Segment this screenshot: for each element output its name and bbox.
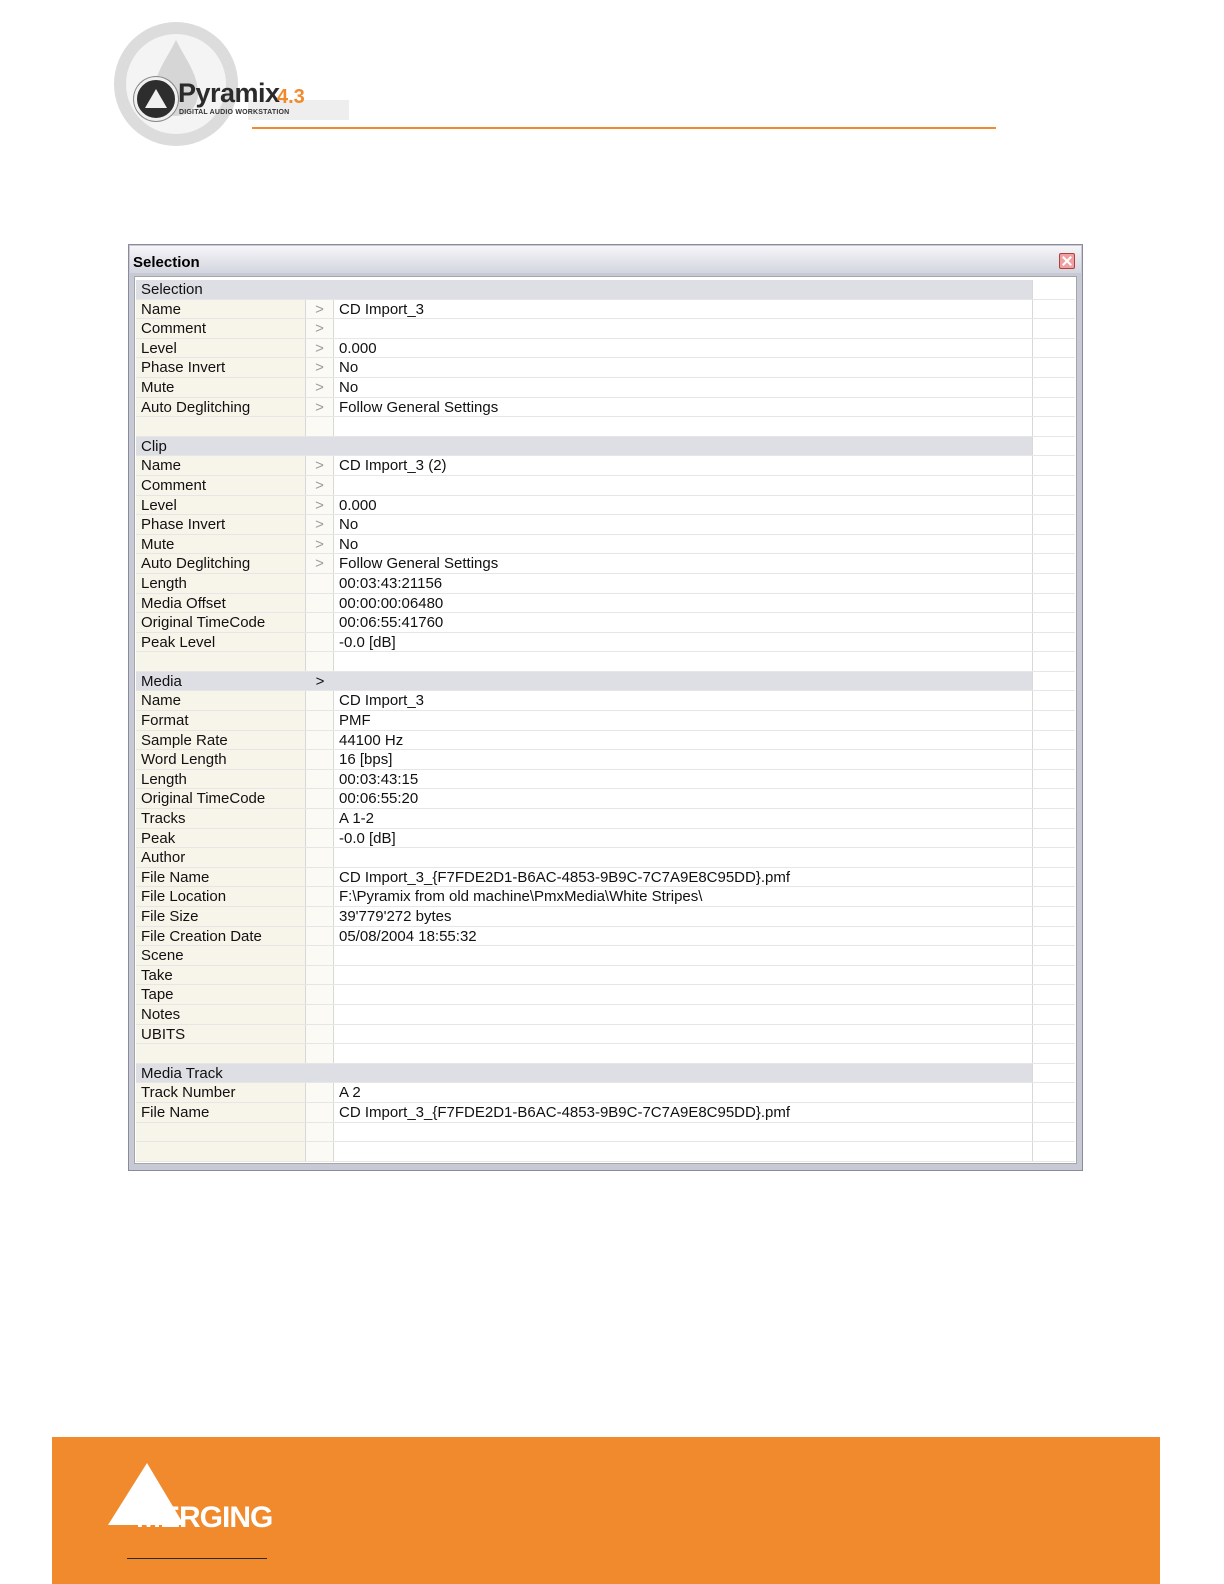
grid-spacer-cell: [1033, 770, 1075, 789]
property-row[interactable]: [136, 731, 1075, 751]
section-label: Clip: [136, 437, 1033, 456]
expand-arrow-icon[interactable]: >: [306, 378, 334, 397]
expand-arrow-icon: [306, 1064, 334, 1083]
property-value[interactable]: CD Import_3 (2): [334, 456, 1033, 475]
property-name: Sample Rate: [136, 731, 306, 750]
header-divider: [252, 127, 996, 129]
property-row[interactable]: [136, 535, 1075, 555]
property-name: [136, 1044, 306, 1063]
expand-arrow-icon[interactable]: >: [306, 554, 334, 573]
property-name: Level: [136, 496, 306, 515]
property-name: Name: [136, 300, 306, 319]
expand-arrow-icon[interactable]: >: [306, 339, 334, 358]
grid-spacer-cell: [1033, 966, 1075, 985]
expand-arrow-icon: [306, 437, 334, 456]
grid-spacer-cell: [1033, 829, 1075, 848]
property-name: Length: [136, 574, 306, 593]
property-value[interactable]: 0.000: [334, 339, 1033, 358]
property-row[interactable]: [136, 319, 1075, 339]
section-label: Selection: [136, 280, 1033, 299]
property-row[interactable]: [136, 907, 1075, 927]
property-name: [136, 417, 306, 436]
property-name: File Location: [136, 887, 306, 906]
grid-spacer-cell: [1033, 750, 1075, 769]
property-value: [334, 1123, 1033, 1142]
grid-spacer-cell: [1033, 887, 1075, 906]
grid-spacer-cell: [1033, 456, 1075, 475]
property-row[interactable]: [136, 339, 1075, 359]
property-name: Length: [136, 770, 306, 789]
product-name: Pyramix: [178, 78, 280, 108]
property-row[interactable]: [136, 1103, 1075, 1123]
property-value[interactable]: 16 [bps]: [334, 750, 1033, 769]
property-value[interactable]: 00:03:43:21156: [334, 574, 1033, 593]
property-row[interactable]: [136, 515, 1075, 535]
grid-spacer-cell: [1033, 1064, 1075, 1083]
property-name: Peak: [136, 829, 306, 848]
grid-spacer-cell: [1033, 496, 1075, 515]
expand-arrow-icon: [306, 946, 334, 965]
property-row[interactable]: [136, 613, 1075, 633]
property-value[interactable]: No: [334, 515, 1033, 534]
property-name: Media Offset: [136, 594, 306, 613]
property-name: [136, 1142, 306, 1161]
grid-spacer-cell: [1033, 398, 1075, 417]
property-row[interactable]: [136, 633, 1075, 653]
property-row[interactable]: [136, 594, 1075, 614]
property-value[interactable]: A 2: [334, 1083, 1033, 1102]
property-name: Name: [136, 691, 306, 710]
grid-spacer-cell: [1033, 711, 1075, 730]
property-row[interactable]: [136, 985, 1075, 1005]
section-header-row[interactable]: [136, 437, 1075, 457]
grid-spacer-cell: [1033, 1103, 1075, 1122]
company-wordmark: MERGING: [136, 1501, 273, 1534]
grid-spacer-cell: [1033, 1123, 1075, 1142]
expand-arrow-icon: [306, 750, 334, 769]
expand-arrow-icon: [306, 633, 334, 652]
expand-arrow-icon[interactable]: >: [306, 476, 334, 495]
property-row[interactable]: [136, 496, 1075, 516]
property-row[interactable]: [136, 456, 1075, 476]
property-value[interactable]: No: [334, 535, 1033, 554]
property-name: Auto Deglitching: [136, 554, 306, 573]
grid-spacer-cell: [1033, 927, 1075, 946]
property-name: Tape: [136, 985, 306, 1004]
expand-arrow-icon: [306, 652, 334, 671]
property-row[interactable]: [136, 770, 1075, 790]
property-name: File Creation Date: [136, 927, 306, 946]
property-value: [334, 1142, 1033, 1161]
property-name: Notes: [136, 1005, 306, 1024]
grid-spacer-cell: [1033, 319, 1075, 338]
blank-row: [136, 1044, 1075, 1064]
section-label: Media: [136, 672, 1033, 691]
expand-arrow-icon: [306, 907, 334, 926]
property-row[interactable]: [136, 1005, 1075, 1025]
grid-spacer-cell: [1033, 789, 1075, 808]
property-value[interactable]: [334, 985, 1033, 1004]
grid-spacer-cell: [1033, 417, 1075, 436]
property-name: [136, 652, 306, 671]
expand-arrow-icon: [306, 417, 334, 436]
dialog-titlebar[interactable]: [130, 246, 1081, 273]
property-row[interactable]: [136, 887, 1075, 907]
expand-arrow-icon: [306, 829, 334, 848]
property-name: Format: [136, 711, 306, 730]
section-header-row[interactable]: [136, 672, 1075, 692]
property-name: File Name: [136, 868, 306, 887]
grid-spacer-cell: [1033, 300, 1075, 319]
grid-spacer-cell: [1033, 868, 1075, 887]
pyramix-logo: [114, 22, 354, 152]
property-value[interactable]: [334, 476, 1033, 495]
footer-rule: [127, 1558, 267, 1559]
grid-spacer-cell: [1033, 672, 1075, 691]
property-value[interactable]: [334, 946, 1033, 965]
property-row[interactable]: [136, 300, 1075, 320]
expand-arrow-icon: [306, 731, 334, 750]
expand-arrow-icon: [306, 1123, 334, 1142]
grid-spacer-cell: [1033, 691, 1075, 710]
product-version: 4.3: [277, 86, 305, 108]
property-row[interactable]: [136, 927, 1075, 947]
property-value[interactable]: PMF: [334, 711, 1033, 730]
property-name: Mute: [136, 378, 306, 397]
property-row[interactable]: [136, 711, 1075, 731]
expand-arrow-icon: [306, 868, 334, 887]
property-value: [334, 1044, 1033, 1063]
property-value[interactable]: [334, 848, 1033, 867]
property-value[interactable]: Follow General Settings: [334, 398, 1033, 417]
property-value[interactable]: CD Import_3_{F7FDE2D1-B6AC-4853-9B9C-7C7A9E8C95DD}.pmf: [334, 868, 1033, 887]
grid-spacer-cell: [1033, 1083, 1075, 1102]
property-value[interactable]: -0.0 [dB]: [334, 633, 1033, 652]
expand-arrow-icon[interactable]: >: [315, 672, 325, 690]
expand-arrow-icon[interactable]: >: [306, 535, 334, 554]
grid-spacer-cell: [1033, 1005, 1075, 1024]
property-name: Level: [136, 339, 306, 358]
expand-arrow-icon: [306, 887, 334, 906]
grid-spacer-cell: [1033, 535, 1075, 554]
property-name: Auto Deglitching: [136, 398, 306, 417]
property-row[interactable]: [136, 398, 1075, 418]
grid-spacer-cell: [1033, 731, 1075, 750]
property-name: Word Length: [136, 750, 306, 769]
expand-arrow-icon: [306, 809, 334, 828]
expand-arrow-icon: [306, 966, 334, 985]
expand-arrow-icon[interactable]: >: [306, 358, 334, 377]
property-name: Original TimeCode: [136, 789, 306, 808]
expand-arrow-icon[interactable]: >: [306, 398, 334, 417]
property-row[interactable]: [136, 358, 1075, 378]
grid-spacer-cell: [1033, 358, 1075, 377]
expand-arrow-icon: [306, 1005, 334, 1024]
property-value[interactable]: No: [334, 358, 1033, 377]
dialog-title: Selection: [133, 254, 200, 271]
expand-arrow-icon: [306, 1083, 334, 1102]
expand-arrow-icon[interactable]: >: [306, 300, 334, 319]
grid-spacer-cell: [1033, 280, 1075, 299]
property-value[interactable]: CD Import_3: [334, 300, 1033, 319]
property-row[interactable]: [136, 868, 1075, 888]
property-value[interactable]: CD Import_3: [334, 691, 1033, 710]
property-value[interactable]: No: [334, 378, 1033, 397]
property-value[interactable]: 05/08/2004 18:55:32: [334, 927, 1033, 946]
property-name: Phase Invert: [136, 515, 306, 534]
property-row[interactable]: [136, 476, 1075, 496]
expand-arrow-icon: [306, 1025, 334, 1044]
selection-dialog: [128, 244, 1083, 1171]
property-name: File Size: [136, 907, 306, 926]
property-row[interactable]: [136, 691, 1075, 711]
property-grid-rows: [136, 280, 1075, 1162]
property-row[interactable]: [136, 1083, 1075, 1103]
grid-spacer-cell: [1033, 652, 1075, 671]
blank-row: [136, 417, 1075, 437]
property-value[interactable]: 00:06:55:20: [334, 789, 1033, 808]
property-value[interactable]: [334, 1005, 1033, 1024]
grid-spacer-cell: [1033, 1142, 1075, 1161]
property-value[interactable]: Follow General Settings: [334, 554, 1033, 573]
property-value[interactable]: [334, 966, 1033, 985]
grid-spacer-cell: [1033, 985, 1075, 1004]
property-grid: [134, 276, 1077, 1164]
grid-spacer-cell: [1033, 946, 1075, 965]
expand-arrow-icon: [306, 711, 334, 730]
property-name: Scene: [136, 946, 306, 965]
grid-spacer-cell: [1033, 907, 1075, 926]
expand-arrow-icon[interactable]: >: [306, 456, 334, 475]
expand-arrow-icon: [306, 691, 334, 710]
grid-spacer-cell: [1033, 848, 1075, 867]
section-header-row[interactable]: [136, 280, 1075, 300]
grid-spacer-cell: [1033, 437, 1075, 456]
expand-arrow-icon: [306, 613, 334, 632]
property-name: Tracks: [136, 809, 306, 828]
expand-arrow-icon: [306, 1103, 334, 1122]
grid-spacer-cell: [1033, 574, 1075, 593]
property-row[interactable]: [136, 789, 1075, 809]
property-value[interactable]: 00:06:55:41760: [334, 613, 1033, 632]
property-name: UBITS: [136, 1025, 306, 1044]
property-row[interactable]: [136, 809, 1075, 829]
property-name: Phase Invert: [136, 358, 306, 377]
property-row[interactable]: [136, 829, 1075, 849]
property-row[interactable]: [136, 574, 1075, 594]
blank-row: [136, 1142, 1075, 1162]
expand-arrow-icon: [306, 1142, 334, 1161]
expand-arrow-icon: [306, 848, 334, 867]
property-value[interactable]: 39'779'272 bytes: [334, 907, 1033, 926]
property-name: Track Number: [136, 1083, 306, 1102]
expand-arrow-icon: [306, 574, 334, 593]
property-name: Name: [136, 456, 306, 475]
property-value[interactable]: 00:03:43:15: [334, 770, 1033, 789]
property-name: File Name: [136, 1103, 306, 1122]
property-name: Peak Level: [136, 633, 306, 652]
expand-arrow-icon: [306, 770, 334, 789]
property-value[interactable]: F:\Pyramix from old machine\PmxMedia\White Stripes\: [334, 887, 1033, 906]
property-value[interactable]: 44100 Hz: [334, 731, 1033, 750]
expand-arrow-icon[interactable]: >: [306, 515, 334, 534]
grid-spacer-cell: [1033, 809, 1075, 828]
property-row[interactable]: [136, 554, 1075, 574]
blank-row: [136, 1123, 1075, 1143]
grid-spacer-cell: [1033, 339, 1075, 358]
expand-arrow-icon: [306, 927, 334, 946]
property-row[interactable]: [136, 750, 1075, 770]
property-name: Author: [136, 848, 306, 867]
grid-spacer-cell: [1033, 515, 1075, 534]
expand-arrow-icon[interactable]: >: [306, 319, 334, 338]
grid-spacer-cell: [1033, 476, 1075, 495]
product-tagline: DIGITAL AUDIO WORKSTATION: [179, 109, 290, 116]
property-row[interactable]: [136, 1025, 1075, 1045]
property-row[interactable]: [136, 946, 1075, 966]
grid-spacer-cell: [1033, 633, 1075, 652]
property-name: [136, 1123, 306, 1142]
blank-row: [136, 652, 1075, 672]
grid-spacer-cell: [1033, 554, 1075, 573]
grid-spacer-cell: [1033, 378, 1075, 397]
section-header-row[interactable]: [136, 1064, 1075, 1084]
grid-spacer-cell: [1033, 1044, 1075, 1063]
property-name: Comment: [136, 319, 306, 338]
expand-arrow-icon[interactable]: >: [306, 496, 334, 515]
property-value[interactable]: 00:00:00:06480: [334, 594, 1033, 613]
property-value[interactable]: -0.0 [dB]: [334, 829, 1033, 848]
expand-arrow-icon: [306, 1044, 334, 1063]
section-label: Media Track: [136, 1064, 1033, 1083]
grid-spacer-cell: [1033, 613, 1075, 632]
close-icon[interactable]: [1059, 253, 1075, 269]
property-value[interactable]: A 1-2: [334, 809, 1033, 828]
grid-spacer-cell: [1033, 1025, 1075, 1044]
expand-arrow-icon: [306, 594, 334, 613]
expand-arrow-icon: [306, 985, 334, 1004]
property-value[interactable]: CD Import_3_{F7FDE2D1-B6AC-4853-9B9C-7C7A9E8C95DD}.pmf: [334, 1103, 1033, 1122]
property-row[interactable]: [136, 378, 1075, 398]
pyramix-triangle-icon: [134, 77, 178, 121]
property-row[interactable]: [136, 848, 1075, 868]
expand-arrow-icon: [306, 280, 334, 299]
property-row[interactable]: [136, 966, 1075, 986]
property-value: [334, 417, 1033, 436]
footer-band: [52, 1437, 1160, 1584]
property-name: Original TimeCode: [136, 613, 306, 632]
property-name: Mute: [136, 535, 306, 554]
property-value: [334, 652, 1033, 671]
property-name: Take: [136, 966, 306, 985]
expand-arrow-icon: [306, 789, 334, 808]
grid-spacer-cell: [1033, 594, 1075, 613]
property-name: Comment: [136, 476, 306, 495]
property-value[interactable]: [334, 1025, 1033, 1044]
property-value[interactable]: 0.000: [334, 496, 1033, 515]
property-value[interactable]: [334, 319, 1033, 338]
